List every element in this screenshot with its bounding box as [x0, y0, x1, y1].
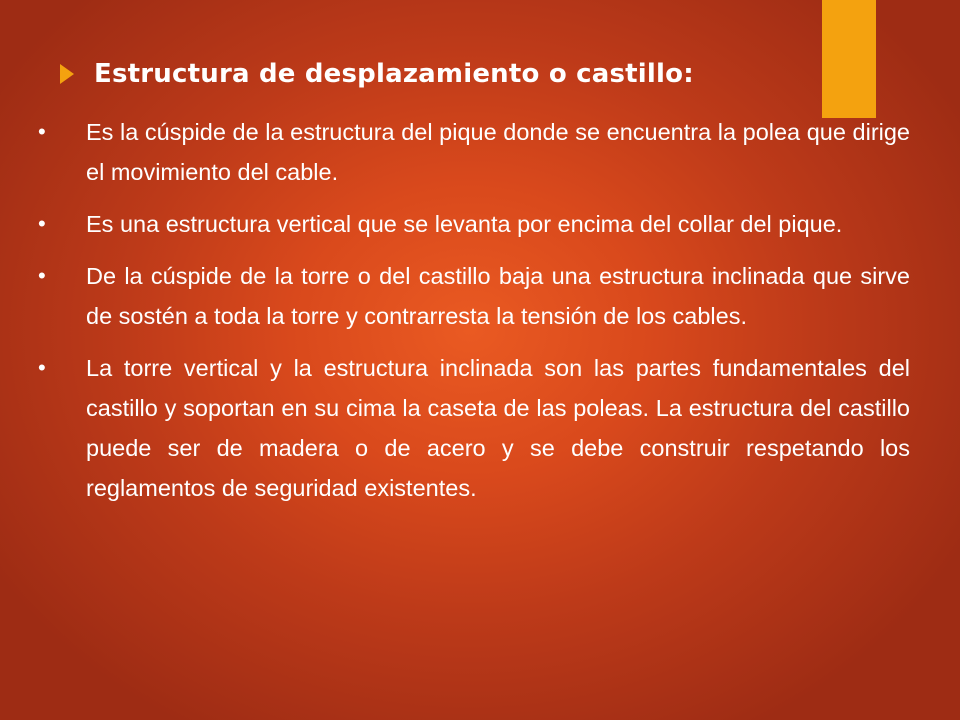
- slide-title: Estructura de desplazamiento o castillo:: [94, 59, 694, 89]
- bullet-marker: •: [38, 263, 46, 288]
- bullet-text: La torre vertical y la estructura inclinada son las partes fundamentales del castillo y soportan en su cima la caseta de las poleas. La estructura del castillo puede ser de madera o de acero y se debe construir respetando los reglamentos de seguridad existentes.: [86, 355, 910, 501]
- bullet-marker: •: [38, 211, 46, 236]
- bullet-marker: •: [38, 119, 46, 144]
- play-arrow-icon: [60, 64, 74, 84]
- bullet-item: [36, 204, 910, 244]
- bullet-item: [36, 112, 910, 192]
- bullet-marker: •: [38, 355, 46, 380]
- title-row: [60, 54, 820, 94]
- bullet-list: [36, 112, 910, 520]
- bullet-item: [36, 348, 910, 508]
- bullet-text: Es la cúspide de la estructura del pique donde se encuentra la polea que dirige el movimiento del cable.: [86, 119, 910, 185]
- bullet-text: Es una estructura vertical que se levanta por encima del collar del pique.: [86, 211, 843, 237]
- bullet-text: De la cúspide de la torre o del castillo baja una estructura inclinada que sirve de sostén a toda la torre y contrarresta la tensión de los cables.: [86, 263, 910, 329]
- bullet-item: [36, 256, 910, 336]
- accent-bar: [822, 0, 876, 118]
